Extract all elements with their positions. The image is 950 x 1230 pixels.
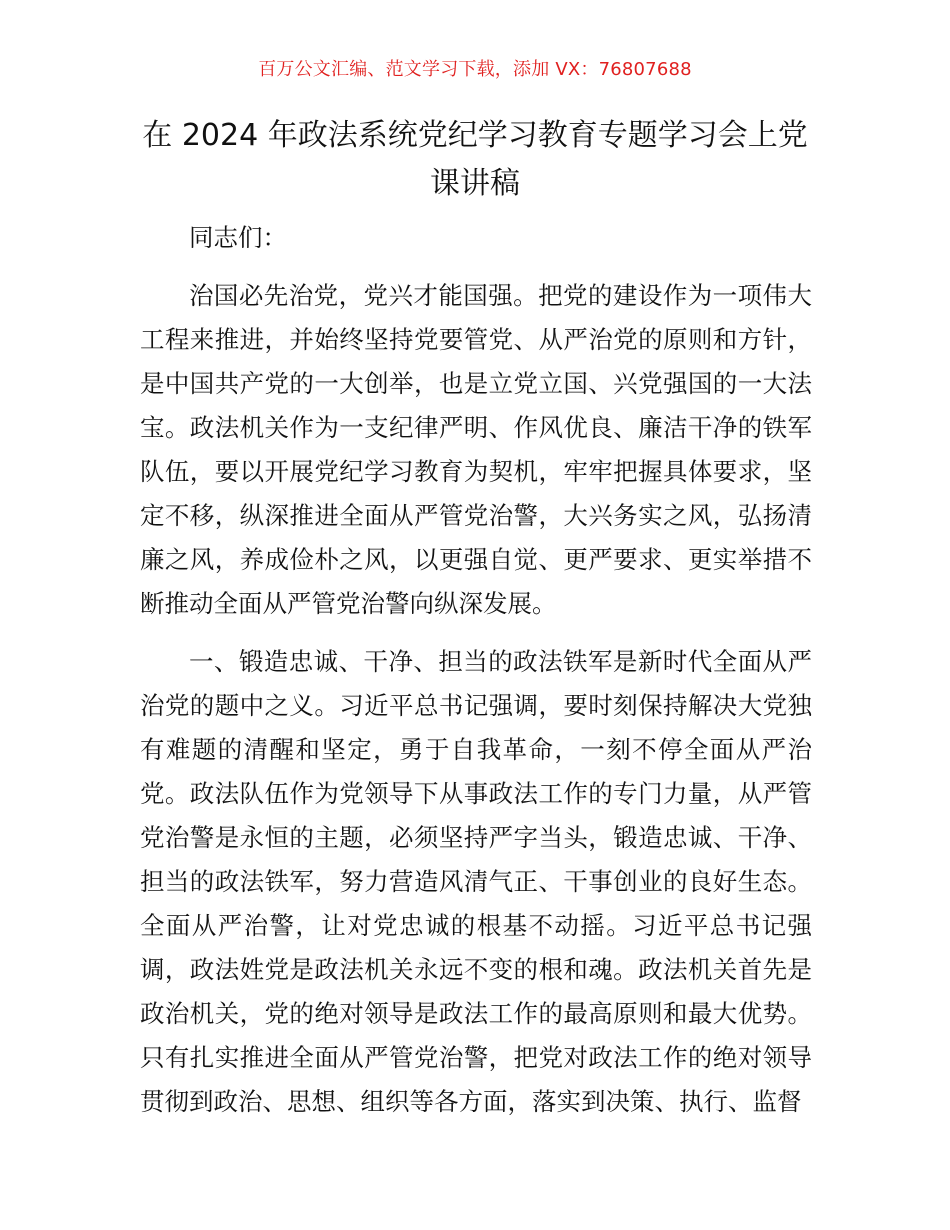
watermark-banner: 百万公文汇编、范文学习下载，添加 VX：76807688 bbox=[258, 59, 692, 80]
paragraph-intro: 治国必先治党，党兴才能国强。把党的建设作为一项伟大工程来推进，并始终坚持党要管党、从严治党的原则和方针，是中国共产党的一大创举，也是立党立国、兴党强国的一大法宝。政法机关作为一支纪律严明、作风优良、廉洁干净的铁军队伍，要以开展党纪学习教育为契机，牢牢把握具体要求，坚定不移，纵深推进全面从严管党治警，大兴务实之风，弘扬清廉之风，养成俭朴之风，以更强自觉、更严要求、更实举措不断推动全面从严管党治警向纵深发展。 bbox=[140, 281, 812, 618]
document-title: 在 2024 年政法系统党纪学习教育专题学习会上党课讲稿 bbox=[142, 118, 808, 201]
paragraph-section-one: 一、锻造忠诚、干净、担当的政法铁军是新时代全面从严治党的题中之义。习近平总书记强调，要时刻保持解决大党独有难题的清醒和坚定，勇于自我革命，一刻不停全面从严治党。政法队伍作为党领导下从事政法工作的专门力量，从严管党治警是永恒的主题，必须坚持严字当头，锻造忠诚、干净、担当的政法铁军，努力营造风清气正、干事创业的良好生态。全面从严治警，让对党忠诚的根基不动摇。习近平总书记强调，政法姓党是政法机关永远不变的根和魂。政法机关首先是政治机关，党的绝对领导是政法工作的最高原则和最大优势。只有扎实推进全面从严管党治警，把党对政法工作的绝对领导贯彻到政治、思想、组织等各方面，落实到决策、执行、监督 bbox=[140, 647, 812, 1116]
document-body bbox=[140, 216, 812, 1124]
greeting: 同志们： bbox=[189, 223, 287, 252]
